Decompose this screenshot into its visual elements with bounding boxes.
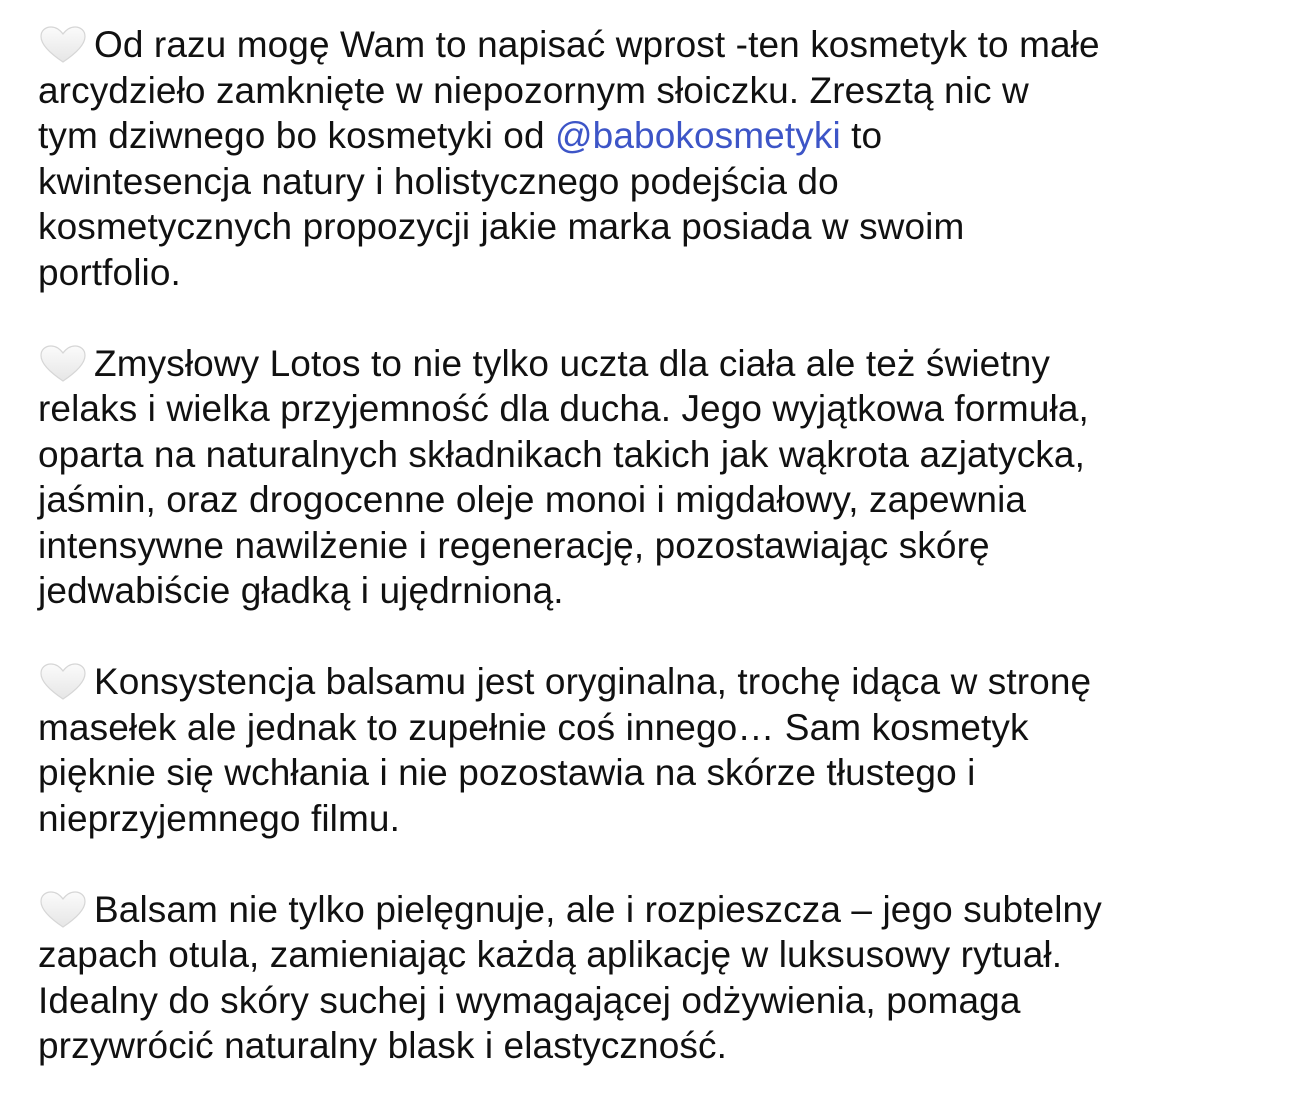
caption-text: przywrócić naturalny blask i elastyczność. xyxy=(38,1025,727,1066)
white-heart-icon xyxy=(38,344,88,382)
caption-text: zapach otula, zamieniając każdą aplikację w luksusowy rytuał. xyxy=(38,934,1063,975)
caption-line xyxy=(38,796,1270,842)
caption-text: kosmetycznych propozycji jakie marka posiada w swoim xyxy=(38,206,965,247)
caption-text: to xyxy=(840,115,883,156)
caption-text: Od razu mogę Wam to napisać wprost -ten kosmetyk to małe xyxy=(94,24,1100,65)
caption-line xyxy=(38,477,1270,523)
white-heart-icon xyxy=(38,890,88,928)
caption-paragraph xyxy=(38,887,1270,1069)
caption-line xyxy=(38,341,1270,387)
white-heart-icon xyxy=(38,25,88,63)
caption-text: kwintesencja natury i holistycznego podejścia do xyxy=(38,160,839,202)
caption-line xyxy=(38,1023,1270,1069)
caption-text: Konsystencja balsamu jest oryginalna, trochę idąca w stronę xyxy=(94,661,1092,702)
caption-text: Zmysłowy Lotos to nie tylko uczta dla ciała ale też świetny xyxy=(94,342,1050,384)
caption-paragraph xyxy=(38,659,1270,841)
caption-line xyxy=(38,659,1270,705)
caption-line xyxy=(38,250,1270,296)
caption-text: arcydzieło zamknięte w niepozornym słoiczku. Zresztą nic w xyxy=(38,69,1029,111)
caption-text: pięknie się wchłania i nie pozostawia na skórze tłustego i xyxy=(38,752,976,793)
caption-text: Idealny do skóry suchej i wymagającej odżywienia, pomaga xyxy=(38,979,1021,1021)
caption-text: portfolio. xyxy=(38,251,181,293)
caption-line xyxy=(38,386,1270,432)
caption-text: oparta na naturalnych składnikach takich jak wąkrota azjatycka, xyxy=(38,433,1085,475)
caption-text: masełek ale jednak to zupełnie coś innego… Sam kosmetyk xyxy=(38,706,1029,748)
caption-line xyxy=(38,68,1270,114)
caption-line xyxy=(38,978,1270,1024)
caption-text: Balsam nie tylko pielęgnuje, ale i rozpieszcza – jego subtelny xyxy=(94,888,1102,930)
caption-line xyxy=(38,887,1270,933)
caption-text: jaśmin, oraz drogocenne oleje monoi i migdałowy, zapewnia xyxy=(38,479,1027,520)
caption-line xyxy=(38,113,1270,159)
caption-line xyxy=(38,432,1270,478)
caption-text: intensywne nawilżenie i regenerację, pozostawiając skórę xyxy=(38,524,990,566)
caption-line xyxy=(38,159,1270,205)
caption-line xyxy=(38,568,1270,614)
caption-line xyxy=(38,932,1270,978)
post-caption xyxy=(38,22,1270,1069)
caption-line xyxy=(38,204,1270,250)
caption-line xyxy=(38,523,1270,569)
caption-line xyxy=(38,22,1270,68)
caption-text: nieprzyjemnego filmu. xyxy=(38,797,400,839)
caption-text: tym dziwnego bo kosmetyki od xyxy=(38,115,556,156)
caption-paragraph xyxy=(38,22,1270,295)
white-heart-icon xyxy=(38,662,88,700)
caption-text: relaks i wielka przyjemność dla ducha. Jego wyjątkowa formuła, xyxy=(38,388,1089,429)
caption-line xyxy=(38,705,1270,751)
caption-line xyxy=(38,750,1270,796)
mention-link[interactable]: @babokosmetyki xyxy=(555,115,841,156)
caption-paragraph xyxy=(38,341,1270,614)
caption-text: jedwabiście gładką i ujędrnioną. xyxy=(38,570,564,611)
